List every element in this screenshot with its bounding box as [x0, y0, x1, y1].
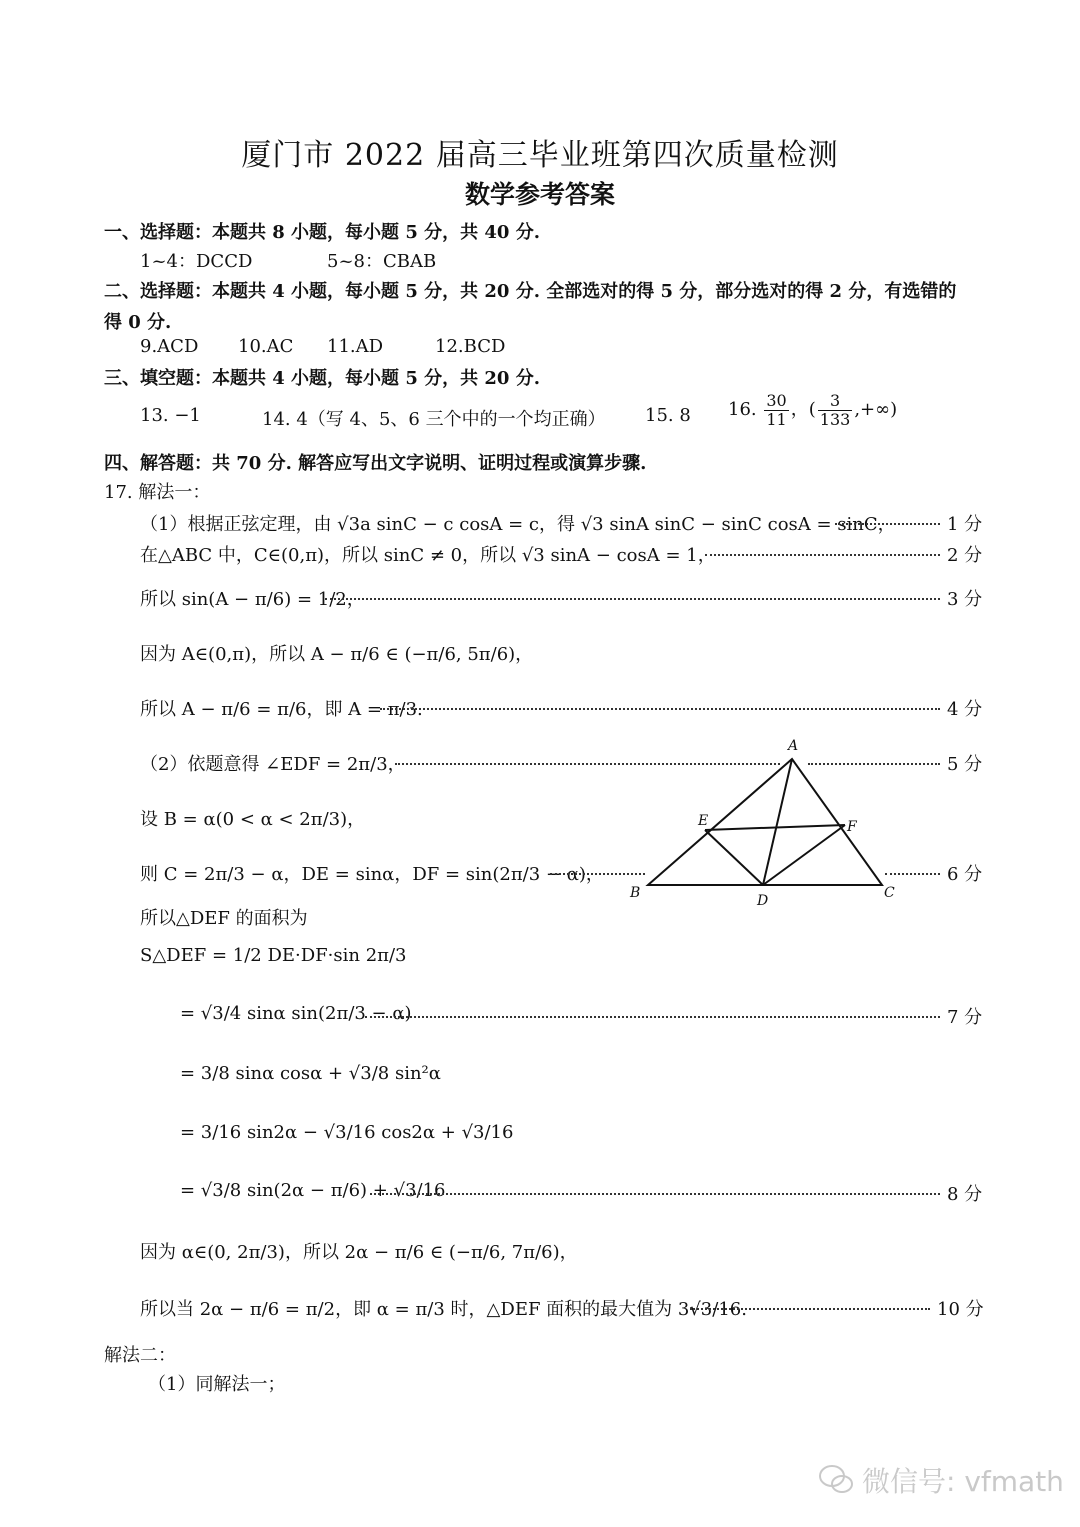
page-title: 厦门市 2022 届高三毕业班第四次质量检测	[241, 138, 839, 173]
solution-line-3: 所以 sin(A − π/6) = 1/2，	[140, 589, 365, 610]
solution-line-10: S△DEF = 1/2 DE·DF·sin 2π/3	[140, 945, 407, 966]
label-d: D	[757, 893, 769, 909]
leader-dots	[325, 598, 940, 600]
score-2: 2 分	[947, 545, 983, 566]
answer-12: 12.BCD	[435, 336, 506, 357]
section-2-heading-line2: 得 0 分.	[104, 312, 172, 333]
leader-dots	[365, 1016, 940, 1018]
wechat-icon	[818, 1462, 854, 1496]
section-4-heading: 四、解答题：共 70 分. 解答应写出文字说明、证明过程或演算步骤.	[104, 453, 647, 474]
solution-line-8: 则 C = 2π/3 − α，DE = sinα，DF = sin(2π/3 − α)，	[140, 864, 604, 885]
leader-dots	[690, 1308, 930, 1310]
watermark	[818, 1460, 1064, 1500]
score-3: 3 分	[947, 589, 983, 610]
method2-part1: （1）同解法一；	[148, 1374, 286, 1395]
score-1: 1 分	[947, 514, 983, 535]
answer-11: 11.AD	[327, 336, 384, 357]
label-c: C	[884, 885, 895, 901]
leader-dots	[370, 1193, 940, 1195]
label-b: B	[630, 885, 641, 901]
score-10: 10 分	[937, 1299, 984, 1320]
leader-dots	[835, 523, 940, 525]
answer-15: 15. 8	[645, 405, 691, 426]
label-e: E	[698, 813, 709, 829]
solution-line-4: 因为 A∈(0,π)，所以 A − π/6 ∈ (−π/6, 5π/6)，	[140, 644, 534, 665]
answer-9: 9.ACD	[140, 336, 199, 357]
solution-line-11: = √3/4 sinα sin(2π/3 − α)	[180, 1003, 412, 1024]
solution-line-5: 所以 A − π/6 = π/6，即 A = π/3.	[140, 699, 423, 720]
solution-line-6: （2）依题意得 ∠EDF = 2π/3，	[140, 754, 406, 775]
solution-line-9: 所以△DEF 的面积为	[140, 908, 308, 929]
watermark-text: 微信号: vfmath	[862, 1465, 1064, 1498]
label-f: F	[847, 819, 857, 835]
section-3-heading: 三、填空题：本题共 4 小题，每小题 5 分，共 20 分.	[104, 368, 540, 389]
answer-13: 13. −1	[140, 405, 201, 426]
leader-dots	[705, 554, 940, 556]
leader-dots	[380, 708, 940, 710]
section-2-heading-line1: 二、选择题：本题共 4 小题，每小题 5 分，共 20 分. 全部选对的得 5 分，部分选对的得 2 分，有选错的	[104, 281, 957, 302]
label-a: A	[788, 738, 799, 754]
q17-method1-label: 17. 解法一：	[104, 482, 211, 503]
score-7: 7 分	[947, 1007, 983, 1028]
triangle-figure	[620, 735, 910, 915]
solution-line-13: = 3/16 sin2α − √3/16 cos2α + √3/16	[180, 1122, 514, 1143]
page-subtitle: 数学参考答案	[464, 180, 615, 209]
method2-label: 解法二：	[104, 1345, 176, 1366]
section-1-heading: 一、选择题：本题共 8 小题，每小题 5 分，共 40 分.	[104, 222, 540, 243]
score-6: 6 分	[947, 864, 983, 885]
solution-line-1: （1）根据正弦定理，由 √3a sinC − c cosA = c，得 √3 sinA sinC − sinC cosA = sinC，	[140, 514, 896, 535]
segment-ed	[705, 830, 763, 885]
answers-1-4: 1~4：DCCD	[140, 251, 253, 272]
score-5: 5 分	[947, 754, 983, 775]
solution-line-2: 在△ABC 中，C∈(0,π)，所以 sinC ≠ 0，所以 √3 sinA − cosA = 1，	[140, 545, 716, 566]
answers-5-8: 5~8：CBAB	[327, 251, 437, 272]
solution-line-7: 设 B = α(0 < α < 2π/3)，	[140, 809, 366, 830]
solution-line-14: = √3/8 sin(2α − π/6) + √3/16	[180, 1180, 446, 1201]
answer-14: 14. 4（写 4、5、6 三个中的一个均正确）	[262, 409, 606, 430]
score-8: 8 分	[947, 1184, 983, 1205]
solution-line-15: 因为 α∈(0, 2π/3)，所以 2α − π/6 ∈ (−π/6, 7π/6)，	[140, 1242, 578, 1263]
answer-10: 10.AC	[238, 336, 294, 357]
score-4: 4 分	[947, 699, 983, 720]
solution-line-12: = 3/8 sinα cosα + √3/8 sin²α	[180, 1063, 441, 1084]
answer-16: 16. $\frac{30}{11}$ ，( $\frac{3}{133}$ ,+∞)	[728, 391, 898, 429]
solution-line-16: 所以当 2α − π/6 = π/2，即 α = π/3 时，△DEF 面积的最大值为 3√3/16.	[140, 1299, 747, 1320]
